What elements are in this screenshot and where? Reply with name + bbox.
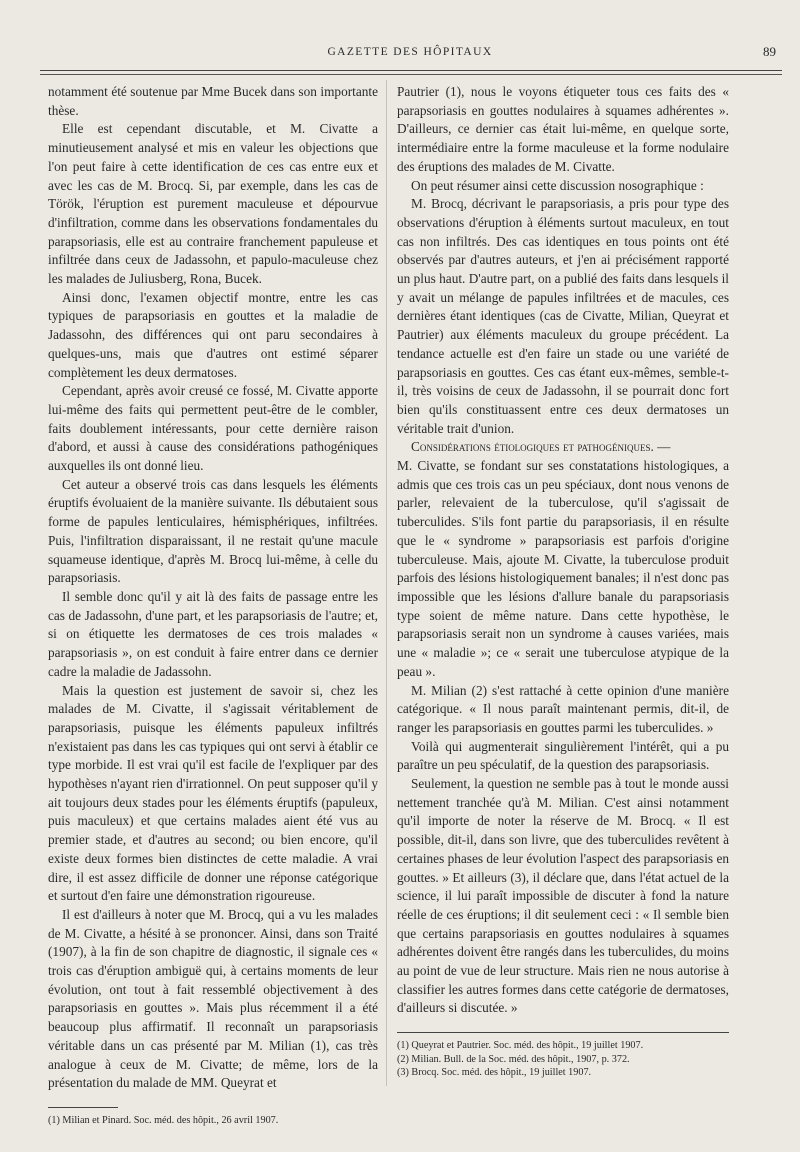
paragraph: Il semble donc qu'il y ait là des faits de passage entre les cas de Jadassohn, d'une part, et les parapsoriasis de l'autre; et, si on étiquette les dermatoses de ces trois malades « parapsoriasis », on est conduit à faire entrer dans ce dernier cadre la maladie de Jadassohn. [48, 588, 378, 679]
footnote-rule [48, 1107, 118, 1108]
paragraph: Ainsi donc, l'examen objectif montre, entre les cas typiques de parapsoriasis en gouttes et la maladie de Jadassohn, des différences qui ont paru secondaires à quelques-uns, mais que d'autres ont estimé séparer complètement les deux dermatoses. [48, 289, 378, 380]
header-rule-thin [40, 74, 782, 75]
paragraph: Mais la question est justement de savoir si, chez les malades de M. Civatte, il s'agissait véritablement de parapsoriasis, puisque les éléments papuleux infiltrés n'existaient pas dans les cas typiques qui ont servi à établir ce type morbide. Il est vrai qu'il est facile de l'expliquer par des hypothèses n'ayant rien d'irrationnel. On peut supposer qu'il y ait toujours deux stades pour les éléments éruptifs (papuleux, puis maculeux) et que certains malades aient été vus au premier stade, et d'autres au second; ou bien encore, qu'il existe deux formes bien distinctes de cette maladie. A vrai dire, il est assez difficile de donner une réponse catégorique et surtout d'en faire une démonstration rigoureuse. [48, 682, 378, 904]
paragraph: M. Brocq, décrivant le parapsoriasis, a pris pour type des observations d'éruption à éléments surtout maculeux, en tout cas non infiltrés. Des cas identiques en tous points ont été observés par d'autres auteurs, et j'en ai précisément rapporté un plus haut. D'autre part, on a publié des faits dans lesquels il y avait un mélange de papules infiltrées et de macules, ces dernières étant identiques (cas de Civatte, Milian, Queyrat et Pautrier) aux éléments maculeux du groupe précédent. La tendance actuelle est d'en faire un stade ou une variété de parapsoriasis en gouttes. Ces cas étant eux-mêmes, semble-t-il, très voisins de ceux de Jadassohn, il se pourrait donc fort bien qu'ils constituassent entre ces deux dermatoses un véritable trait d'union. [397, 196, 729, 436]
left-column [48, 83, 378, 1127]
paragraph: Pautrier (1), nous le voyons étiqueter tous ces faits des « parapsoriasis en gouttes nodulaires à squames adhérentes ». D'ailleurs, ce dernier cas était lui-même, en quelque sorte, intermédiaire entre la forme maculeuse et la forme nodulaire des éruptions des malades de M. Civatte. [397, 84, 729, 174]
paragraph: Voilà qui augmenterait singulièrement l'intérêt, qui a pu paraître un peu spéculatif, de la question des parapsoriasis. [397, 738, 729, 773]
column-divider [386, 80, 387, 1086]
paragraph: On peut résumer ainsi cette discussion nosographique : [411, 177, 704, 193]
paragraph: Il est d'ailleurs à noter que M. Brocq, qui a vu les malades de M. Civatte, a hésité à se prononcer. Ainsi, dans son Traité (1907), à la fin de son chapitre de diagnostic, il signale ces « trois cas d'éruption ambiguë qui, à certains moments de leur évolution, ont tout à fait ressemblé objectivement à des parapsoriasis en gouttes ». Mais plus récemment il a été beaucoup plus affirmatif. Il reconnaît un parapsoriasis véritable dans un cas présenté par M. Milian (1), cas très analogue à ceux de M. Civatte; de même, lors de la présentation du malade de MM. Queyrat et [48, 906, 378, 1091]
footnote: (1) Queyrat et Pautrier. Soc. méd. des hôpit., 19 juillet 1907. [397, 1040, 644, 1052]
paragraph: M. Civatte, se fondant sur ses constatations histologiques, a admis que ces trois cas un peu spéciaux, dont nous venons de parler, relevaient de la tuberculose, qu'il s'agissait de tuberculides. S'ils font partie du parapsoriasis, il en résulte que le « syndrome » parapsoriasis est parfois d'origine tuberculeuse. Mais, ajoute M. Civatte, la tuberculose produit parfois des lésions histologiquement banales; il n'est donc pas impossible que les lésions d'allure banale du parapsoriasis type soient de même nature. Dans cette hypothèse, le parapsoriasis serait non un syndrome à causes variées, mais une « maladie »; ce « serait une tuberculose atypique de la peau ». [397, 458, 729, 679]
paragraph: M. Milian (2) s'est rattaché à cette opinion d'une manière catégorique. « Il nous paraît maintenant permis, dit-il, de ranger les parapsoriasis en gouttes parmi les tuberculides. » [397, 682, 729, 735]
header-rule [40, 70, 782, 71]
paragraph: Seulement, la question ne semble pas à tout le monde aussi nettement tranchée qu'à M. Milian. C'est ainsi notamment qu'il importe de noter la réserve de M. Brocq. « Il est possible, dit-il, dans son livre, que des tuberculides revêtent à certaines phases de leur évolution l'aspect des parapsoriasis en gouttes. » Et ailleurs (3), il déclare que, dans l'état actuel de la science, il lui paraît impossible de discuter à fond la nature réelle de ces éruptions; il dit seulement ceci : « Il semble bien que certains parapsoriasis en gouttes nodulaires à squames adhérentes doivent être rangés dans les tuberculides, du moins au point de vue de leur structure. Mais rien ne nous autorise à classifier les autres formes dans cette catégorie de dermatoses, d'ailleurs si discutée. » [397, 776, 729, 1016]
journal-title: GAZETTE DES HÔPITAUX [327, 46, 493, 58]
right-column [397, 83, 729, 1080]
page-number: 89 [763, 44, 776, 59]
paragraph: Elle est cependant discutable, et M. Civatte a minutieusement analysé et mis en valeur les objections que l'on peut faire à cette identification de ces cas entre eux et avec les cas de M. Brocq. Si, par exemple, dans les cas de Török, l'éruption est purement maculeuse et dépourvue d'infiltration, comme dans les observations fondamentales du parapsoriasis, elle est au contraire franchement papuleuse et infiltrée dans ceux de Jadassohn, et papulo-maculeuse chez les malades de Juliusberg, Rona, Bucek. [48, 121, 378, 287]
running-header [40, 44, 780, 64]
section-heading: Considérations étiologiques et pathogéniques. — [411, 439, 671, 455]
footnote-rule [397, 1032, 729, 1033]
footnote: (2) Milian. Bull. de la Soc. méd. des hôpit., 1907, p. 372. [397, 1053, 630, 1065]
footnote: (3) Brocq. Soc. méd. des hôpit., 19 juillet 1907. [397, 1067, 592, 1079]
paragraph: Cet auteur a observé trois cas dans lesquels les éléments éruptifs évoluaient de la manière suivante. Ils débutaient sous forme de papules lenticulaires, hémisphériques, infiltrées. Puis, l'infiltration disparaissant, il ne restait qu'une macule squameuse identique, d'après M. Brocq lui-même, à celle du parapsoriasis. [48, 476, 378, 586]
paragraph: Cependant, après avoir creusé ce fossé, M. Civatte apporte lui-même des faits qui permettent peut-être de le combler, faits doublement intéressants, pour cette dernière raison d'abord, et aussi à cause des considérations pathogéniques auxquelles ils ont donné lieu. [48, 383, 378, 474]
paragraph: notamment été soutenue par Mme Bucek dans son importante thèse. [48, 84, 378, 118]
footnote: (1) Milian et Pinard. Soc. méd. des hôpit., 26 avril 1907. [48, 1114, 279, 1126]
